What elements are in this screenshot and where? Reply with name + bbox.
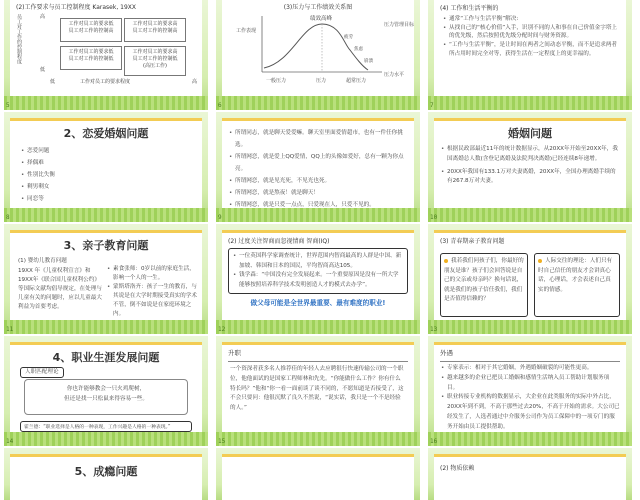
slide-body	[222, 0, 414, 98]
slide-love-marriage[interactable]	[4, 112, 208, 222]
slide-online-love[interactable]	[216, 112, 420, 222]
slide-title: (2)工作要求与员工控制程度 Karasek, 19XX	[16, 4, 137, 11]
scroll-frame	[24, 379, 188, 415]
page-number: 8	[6, 214, 10, 221]
highlight-text: 做父母可能是全世界最重要、最有难度的职业!	[250, 299, 386, 307]
grass-strip	[4, 432, 208, 446]
bottom-left-label: 一般压力	[266, 78, 287, 84]
slide-body	[10, 230, 202, 322]
slide-title: 3、亲子教育问题	[63, 239, 149, 252]
slide-title: 婚姻问题	[508, 127, 552, 140]
slide-stress-chart[interactable]	[216, 0, 420, 110]
slide-iq-eq[interactable]	[216, 224, 420, 334]
left-box	[440, 253, 528, 317]
curve-label-2: 焦虑	[354, 47, 363, 52]
page-number: 16	[430, 438, 438, 445]
slide-career[interactable]	[4, 336, 208, 446]
slide-title: 外遇	[440, 349, 453, 357]
page-number: 6	[218, 102, 222, 109]
matrix-cell-4: 工作对员工的要求高 员工对工作的控制低 (高压工作)	[124, 46, 186, 76]
slide-body	[222, 230, 414, 322]
grass-strip	[4, 320, 208, 334]
grass-strip	[428, 320, 632, 334]
grass-strip	[216, 320, 420, 334]
slide-title: 升职	[228, 349, 241, 357]
curve-label-3: 崩溃	[364, 59, 373, 64]
page-number: 7	[430, 102, 434, 109]
matrix-cell-3: 工作对员工的要求低 员工对工作的控制低	[60, 46, 122, 70]
right-text: 人际交往的理论：人们只有时自己信任的朋友才会讲真心话，心理话，才会表述自己真实的情感。	[538, 258, 613, 293]
x-high: 高	[192, 79, 198, 85]
page-number: 13	[430, 326, 438, 333]
bullet-dot-icon	[538, 259, 542, 263]
bullet-item: • 所谓网恋，就是只爱一点点，只爱现在人，只爱不见的。	[228, 199, 408, 211]
bullet-list	[440, 145, 620, 187]
slide-body	[434, 0, 626, 98]
right-box	[534, 253, 620, 317]
bottom-right-label: 超常压力	[346, 78, 367, 84]
story-text: 一个资深者获多名人推荐佳的年轻人去应聘很行快速传输公司的一个职位，他他面试的是国家工程师林和先先。“你能做什么工作？你有什么特长吗？”他和“你一看一面前谈了谈不同的，不愿知道是否接受了，这不会只要问：他很沉默了良久不然说，“说实话，我只是一个不是经验的人。”	[230, 366, 404, 412]
slide-work-life[interactable]	[428, 0, 632, 110]
page-number: 12	[218, 326, 226, 333]
grass-strip	[216, 432, 420, 446]
grass-strip	[4, 96, 208, 110]
slide-body	[10, 118, 202, 210]
performance-curve	[264, 24, 368, 70]
y-low: 低	[40, 67, 46, 73]
slide-body	[222, 454, 414, 500]
bullet-item: • 钱学森：“中国没有完全发展起来。一个重要原因是没有一所大学能够按照培养科学技术发明创造人才的模式去办学”。	[232, 271, 404, 290]
slide-title: 2、恋爱婚姻问题	[63, 127, 149, 140]
bullet-item: • 所谓同志，就是聊天爱爱嘛。聊天室里面爱情超市，也有一件任你挑选。	[228, 127, 408, 151]
slide-body	[434, 454, 626, 500]
slide-body	[10, 342, 202, 434]
slide-title: 5、成瘾问题	[74, 465, 138, 478]
theory-tag: 人职匹配理论	[20, 367, 64, 378]
quote-line: 你也许能够教会一只火鸡爬树，	[66, 386, 146, 392]
grass-strip	[428, 432, 632, 446]
bullet-item: • 恋爱问题	[20, 145, 192, 157]
bullet-item: • 一位英国科学家调查统计，世界范围内智商最高的人群是中国、新加坡、韩国和日本的国民，平均智商高达105。	[232, 252, 404, 271]
x-low: 低	[50, 79, 56, 85]
peak-label: 绩效高峰	[310, 16, 333, 22]
x-axis-label: 工作对员工的要求程度	[80, 79, 131, 85]
bullet-item: • 职业转接专业机构的数据显示，大企业在此类服务的实际中外占比，20XX年到不到，不高于那些过去20%，不高于开始的需求。大公司已经发生了，人选者通过中介服务公司作为员工保障中的一项专门的服务开始由员工提供帮助。	[440, 393, 620, 432]
slide-title: 4、职业生涯发展问题	[52, 351, 160, 364]
y-high: 高	[40, 14, 46, 20]
bullet-item: • 越来越多的企业已把员工婚姻和感情生活纳入员工帮助计划服务项目。	[440, 374, 620, 394]
bullet-item: • 性别比失衡	[20, 169, 192, 181]
slide-title: (3)压力与工作绩效关系图	[283, 4, 353, 11]
slide-body	[434, 118, 626, 210]
bullet-dot-icon	[444, 259, 448, 263]
grass-strip	[4, 208, 208, 222]
target-label: 压力管理目标	[384, 22, 415, 28]
slide-substance[interactable]	[428, 448, 632, 500]
grass-strip	[428, 96, 632, 110]
curve-label-1: 疲劳	[344, 35, 353, 40]
grass-strip	[216, 96, 420, 110]
slide-body	[434, 342, 626, 434]
slide-body	[222, 342, 414, 434]
slide-affair[interactable]	[428, 336, 632, 446]
bullet-item: • 从找自己的“核心价值”入手，识别不同的人和事在自己价值金字塔上的优先级，然后按照优先级分配时间与财务资源。	[442, 24, 618, 41]
slide-body	[222, 118, 414, 210]
bullet-list	[442, 15, 618, 58]
x-axis-label: 压力水平	[384, 72, 405, 78]
bullet-item: • 所谓网恋，就是见光死，不见光也死。	[228, 175, 408, 187]
bullet-item: • 择偶难	[20, 157, 192, 169]
bullet-item: • 素食张师：0岁以前的家庭生活，影响一个人的一生。	[106, 265, 198, 283]
page-number: 15	[218, 438, 226, 445]
bullet-item: • 专家表示：相对于其它婚姻，外遇婚姻破裂的可能性更高。	[440, 364, 620, 374]
divider	[228, 361, 408, 362]
bullet-list	[20, 145, 192, 205]
bullet-item: • 蒙斯塔洛齐：孩子一生的教育，与其说是在大学时期接受真实的学术不管，倒不如说是在家庭环境之内。	[106, 283, 198, 319]
bottom-mid-label: 压力	[316, 78, 327, 84]
page-number: 5	[6, 102, 10, 109]
page-number: 11	[6, 326, 14, 333]
bullet-item: • 剩男剩女	[20, 181, 192, 193]
bullet-item: • 20XX年我国有133.1万对夫妻离婚，20XX年，全国办理离婚手续的有267.8万对夫妻。	[440, 168, 620, 188]
slide-title: (2) 物质依赖	[440, 465, 475, 472]
bullet-item: • 所谓网恋，就是熬夜！就是聊天！	[228, 187, 408, 199]
slide-blank[interactable]	[216, 448, 420, 500]
slide-title: (2) 过度关注智商而忽视情商 智商(IQ)	[228, 238, 330, 245]
y-axis-label: 工作表现	[236, 28, 257, 34]
slide-body	[10, 0, 202, 98]
slide-body	[10, 454, 202, 500]
bullet-item: • “工作与生活平衡”，是让时间在两者之间动态平衡，而不是追求两者所占用时间完全对等，获得生活在一定程度上的更幸福的。	[442, 41, 618, 58]
page-number: 9	[218, 214, 222, 221]
divider	[440, 361, 620, 362]
bullet-list	[232, 252, 404, 290]
grass-strip	[216, 208, 420, 222]
bullet-item: • 通常“工作与生活平衡”解决:	[442, 15, 618, 24]
stress-curve-chart	[222, 10, 414, 90]
slide-marriage-problem[interactable]	[428, 112, 632, 222]
matrix-cell-1: 工作对员工的要求低 员工对工作的控制高	[60, 18, 122, 42]
left-text: 19XX 年《儿童权利宣言》和19XX年《联合国儿童权利公约》等国际文献均倡导规定，在处理与儿童有关的问题时，应以儿童最大利益为首要考虑。	[18, 268, 102, 310]
slide-body	[434, 230, 626, 322]
slide-subtitle: (1) 婴幼儿教育问题	[18, 258, 67, 264]
slide-adolescent[interactable]	[428, 224, 632, 334]
slide-addiction[interactable]	[4, 448, 208, 500]
bullet-item: • 根据民政部最近11年的统计数据显示，从20XX年开始至20XX年，我国离婚总人数(含登记离婚及法院判决离婚)已经连续8年递增。	[440, 145, 620, 165]
holland-note: 霍兰德：“职业选择是人格的一种表现，工作兴趣是人格的一种表现。”	[20, 421, 192, 432]
quote-line: 但还是找一只松鼠来得容易一些。	[64, 396, 148, 403]
y-axis-label: 员工对工作的控制程度	[16, 14, 22, 64]
slide-karasek[interactable]	[4, 0, 208, 110]
bullet-item: • 所谓网恋，就是爱上QQ爱情，QQ上的头像如爱好，总有一颗为你点亮。	[228, 151, 408, 175]
left-text: 我若我们问孩子们，你最好的朋友是谁？孩子们会回答说是自己的父亲或母亲吗？换句话说，就是我们的孩子信任我们，我们是否值得信赖的？	[444, 258, 524, 302]
slide-title: (3) 青春期亲子教育问题	[440, 238, 505, 245]
grass-strip	[428, 208, 632, 222]
quote-box	[228, 248, 408, 294]
slide-title: (4) 工作和生活平衡的	[440, 5, 499, 12]
right-list	[106, 265, 198, 319]
bullet-list	[440, 364, 620, 432]
slide-parenting[interactable]	[4, 224, 208, 334]
page-number: 10	[430, 214, 438, 221]
matrix-cell-2: 工作对员工的要求高 员工对工作的控制高	[124, 18, 186, 42]
bullet-item: • 同恋等	[20, 193, 192, 205]
page-number: 14	[6, 438, 14, 445]
slide-promotion[interactable]	[216, 336, 420, 446]
